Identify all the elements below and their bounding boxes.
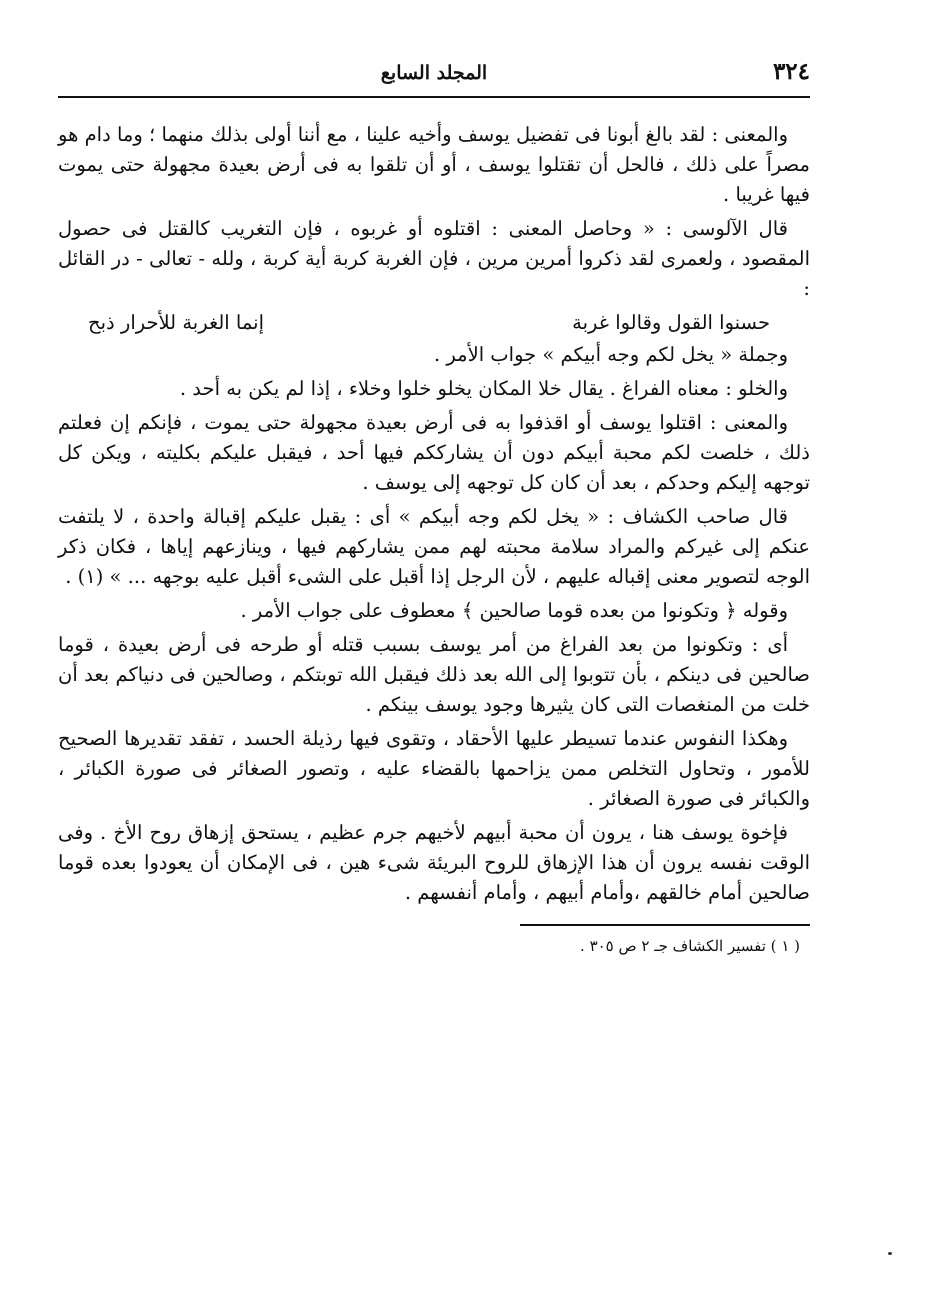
paragraph (58, 374, 810, 404)
paragraph (58, 596, 810, 626)
paragraph (58, 818, 810, 908)
verse-left-hemistich: إنما الغربة للأحرار ذبح (88, 311, 264, 334)
scan-speck (888, 1252, 892, 1255)
paragraph-text: والمعنى : اقتلوا يوسف أو اقذفوا به فى أرض بعيدة مجهولة حتى يموت ، فإنكم إن فعلتم ذلك ، خلصت لكم محبة أبيكم دون أن يشارككم فيها أحد ، فيقبل عليكم بكليته ، ويكن كل توجهه إليكم وحدكم ، بعد أن كان كل توجهه إلى يوسف . (58, 411, 810, 494)
paragraph (58, 214, 810, 304)
poetry-verse (58, 308, 810, 338)
paragraph-text: والمعنى : لقد بالغ أبونا فى تفضيل يوسف وأخيه علينا ، مع أننا أولى بذلك منهما ؛ وما دام هو مصراً على ذلك ، فالحل أن تقتلوا يوسف ، أو أن تلقوا به فى أرض بعيدة مجهولة حتى يموت فيها غريبا . (58, 123, 810, 206)
paragraph (58, 340, 810, 370)
paragraph (58, 408, 810, 498)
running-title: المجلد السابع (380, 62, 488, 84)
paragraph-text: قال صاحب الكشاف : « يخل لكم وجه أبيكم » أى : يقبل عليكم إقبالة واحدة ، لا يلتفت عنكم إلى غيركم والمراد سلامة محبته لهم ممن يشاركهم فيها ، وينازعهم إياها ، فكان ذكر الوجه لتصوير معنى إقباله عليهم ، لأن الرجل إذا أقبل على الشىء أقبل عليه بوجهه ... » (١) . (58, 505, 810, 588)
book-page (58, 52, 810, 1242)
body-text (58, 120, 810, 908)
paragraph-text: وجملة « يخل لكم وجه أبيكم » جواب الأمر . (433, 343, 788, 366)
paragraph (58, 502, 810, 592)
paragraph-text: قال الآلوسى : « وحاصل المعنى : اقتلوه أو غربوه ، فإن التغريب كالقتل فى حصول المقصود ، ولعمرى لقد ذكروا أمرين مرين ، فإن الغربة كربة أية كربة ، ولله - تعالى - در القائل : (58, 217, 810, 300)
paragraph-text: والخلو : معناه الفراغ . يقال خلا المكان يخلو خلوا وخلاء ، إذا لم يكن به أحد . (179, 377, 788, 400)
paragraph-text: فإخوة يوسف هنا ، يرون أن محبة أبيهم لأخيهم جرم عظيم ، يستحق إزهاق روح الأخ . وفى الوقت نفسه يرون أن هذا الإزهاق للروح البريئة شىء هين ، فى الإمكان أن يعودوا بعده قوما صالحين أمام خالقهم ،وأمام أبيهم ، وأمام أنفسهم . (58, 821, 810, 904)
footnote-divider (520, 924, 810, 926)
paragraph (58, 120, 810, 210)
footnote: ( ١ ) تفسير الكشاف جـ ٢ ص ٣٠٥ . (580, 937, 800, 955)
page-number: ٣٢٤ (772, 58, 810, 85)
paragraph (58, 724, 810, 814)
page-header (58, 52, 810, 98)
paragraph-text: وقوله ﴿ وتكونوا من بعده قوما صالحين ﴾ معطوف على جواب الأمر . (240, 599, 788, 622)
paragraph-text: أى : وتكونوا من بعد الفراغ من أمر يوسف بسبب قتله أو طرحه فى أرض بعيدة ، قوما صالحين فى دينكم ، بأن تتوبوا إلى الله بعد ذلك فيقبل الله توبتكم ، وصالحين فى دنياكم بعد أن خلت من المنغصات التى كان يثيرها وجود يوسف بينكم . (58, 633, 810, 716)
paragraph-text: وهكذا النفوس عندما تسيطر عليها الأحقاد ، وتقوى فيها رذيلة الحسد ، تفقد تقديرها الصحيح للأمور ، وتحاول التخلص ممن يزاحمها بالقضاء عليه ، وتصور الصغائر فى صورة الكبائر ، والكبائر فى صورة الصغائر . (58, 727, 810, 810)
verse-right-hemistich: حسنوا القول وقالوا غربة (572, 311, 770, 334)
paragraph (58, 630, 810, 720)
